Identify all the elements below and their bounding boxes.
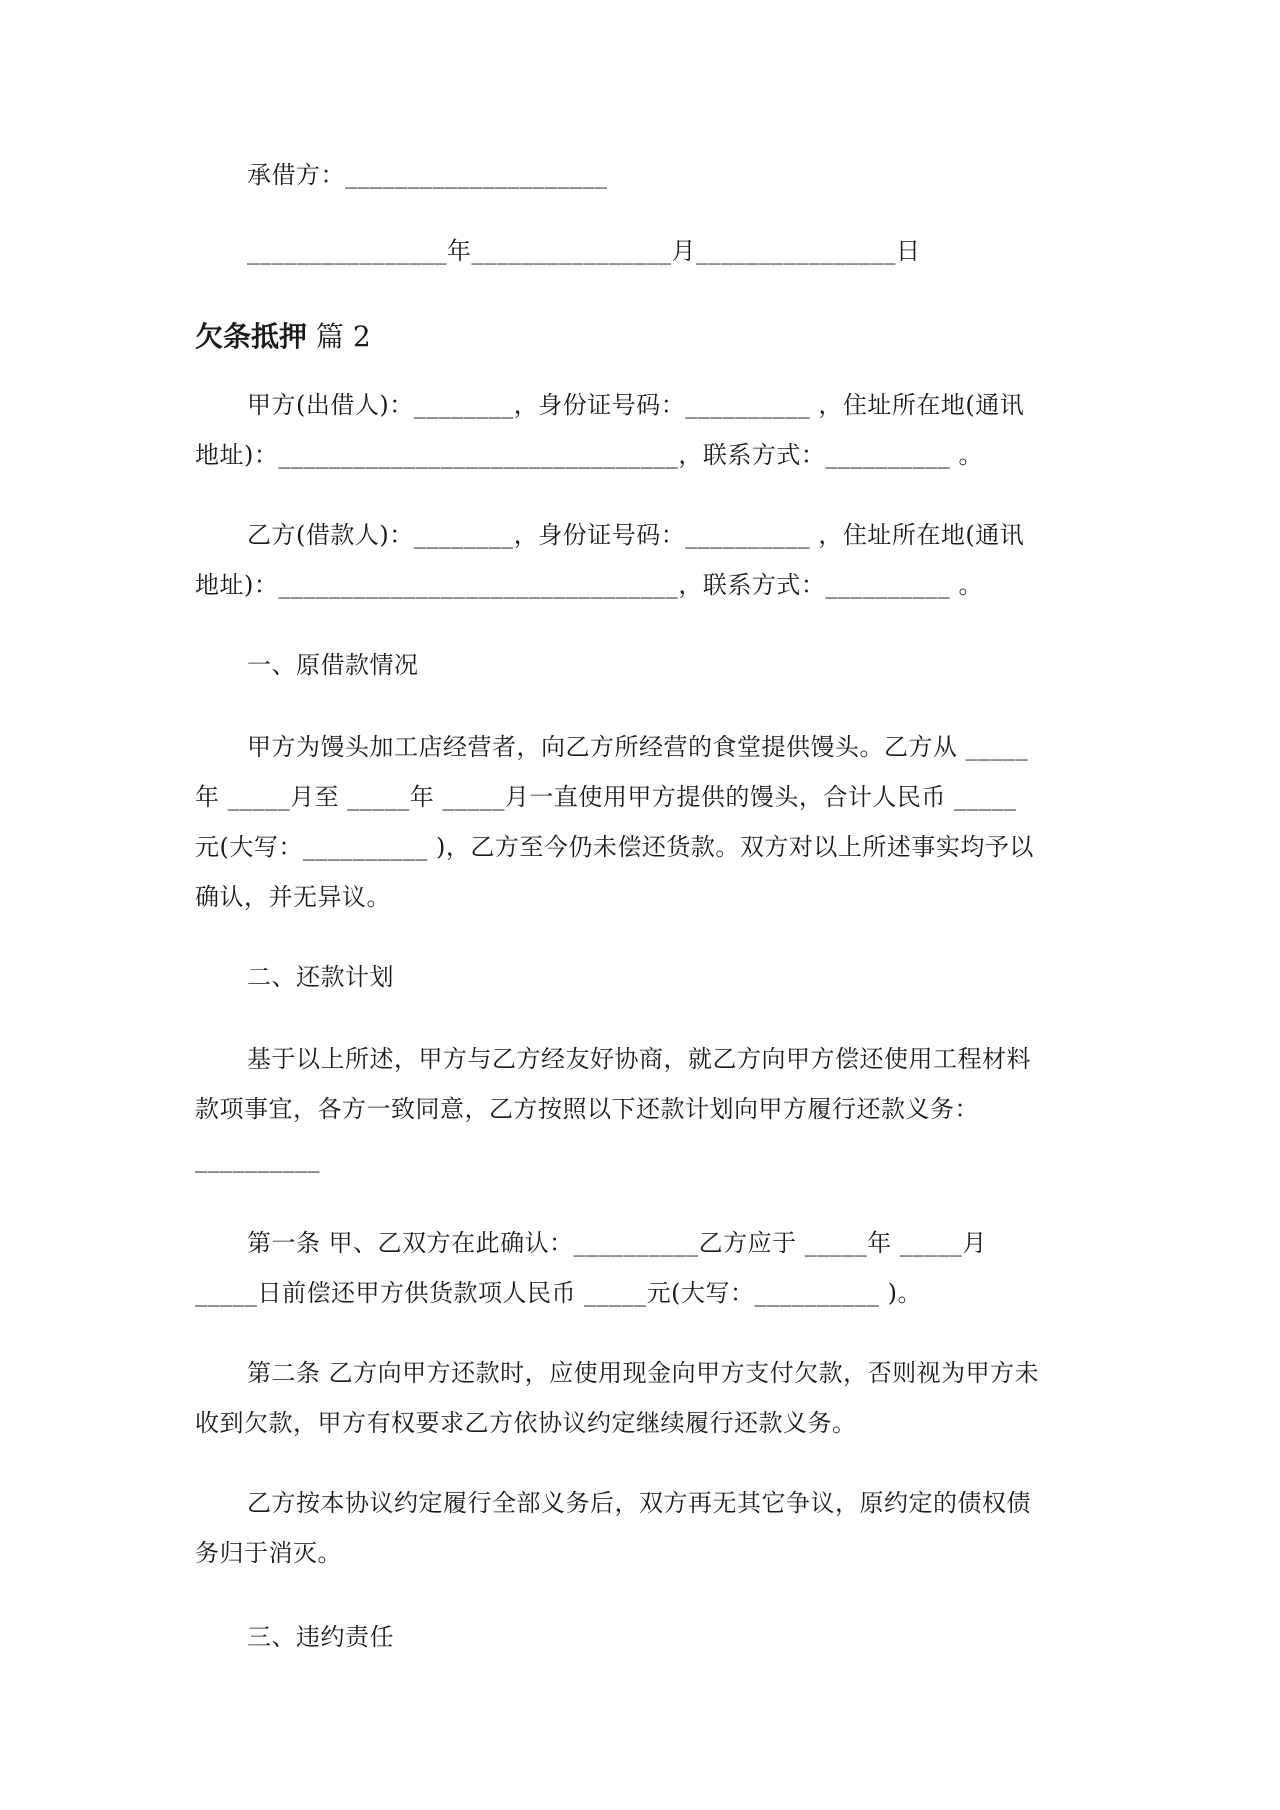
paragraph-line: 务归于消灭。 [195,1539,342,1567]
section-number: 篇 2 [307,320,371,353]
date-line: ________________年________________月________________日 [247,237,921,265]
paragraph-line: 款项事宜，各方一致同意，乙方按照以下还款计划向甲方履行还款义务： [195,1095,979,1123]
subheading: 二、还款计划 [247,963,394,991]
paragraph-line: 元(大写：__________ )，乙方至今仍未偿还货款。双方对以上所述事实均予以 [195,833,1034,861]
section-title-text: 欠条抵押 [195,320,308,353]
paragraph-line: 第二条 乙方向甲方还款时，应使用现金向甲方支付欠款，否则视为甲方未 [247,1359,1040,1387]
subheading: 三、违约责任 [247,1623,394,1651]
paragraph-line: 乙方按本协议约定履行全部义务后，双方再无其它争议，原约定的债权债 [247,1489,1031,1517]
paragraph-line: _____日前偿还甲方供货款项人民币 _____元(大写：__________ )。 [195,1279,922,1307]
paragraph-line: 第一条 甲、乙双方在此确认：__________乙方应于 _____年 _____月 [247,1229,987,1257]
paragraph-line: 甲方(出借人)：________，身份证号码：__________ ，住址所在地(通讯 [247,391,1025,419]
subheading: 一、原借款情况 [247,651,419,679]
paragraph-line: 乙方(借款人)：________，身份证号码：__________ ，住址所在地(通讯 [247,521,1025,549]
borrower-signature-line: 承借方：_____________________ [247,161,608,189]
paragraph-line: 地址)：________________________________，联系方式：__________ 。 [195,571,983,599]
paragraph-line: 甲方为馒头加工店经营者，向乙方所经营的食堂提供馒头。乙方从 _____ [247,733,1029,761]
paragraph-line: 年 _____月至 _____年 _____月一直使用甲方提供的馒头，合计人民币 _____ [195,783,1017,811]
paragraph-line: __________ [195,1145,320,1173]
section-title [195,320,371,354]
paragraph-line: 地址)：________________________________，联系方式：__________ 。 [195,441,983,469]
paragraph-line: 确认，并无异议。 [195,883,391,911]
paragraph-line: 收到欠款，甲方有权要求乙方依协议约定继续履行还款义务。 [195,1409,857,1437]
paragraph-line: 基于以上所述，甲方与乙方经友好协商，就乙方向甲方偿还使用工程材料 [247,1045,1031,1073]
